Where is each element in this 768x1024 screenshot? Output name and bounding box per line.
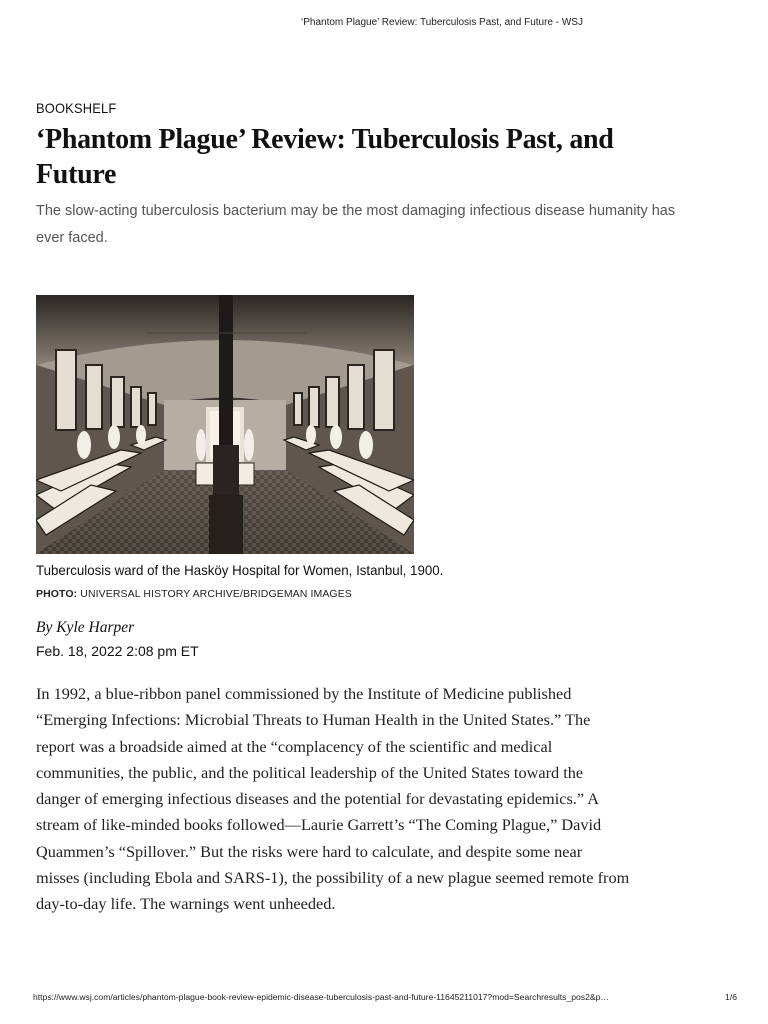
author-byline[interactable]: By Kyle Harper bbox=[36, 619, 135, 636]
article-photo bbox=[36, 295, 414, 554]
body-line: communities, the public, and the political leadership of the United States toward the bbox=[36, 762, 584, 782]
publish-date: Feb. 18, 2022 2:08 pm ET bbox=[36, 643, 199, 659]
body-line: misses (including Ebola and SARS-1), the possibility of a new plague seemed remote from bbox=[36, 868, 630, 888]
body-line: In 1992, a blue-ribbon panel commissioned by the Institute of Medicine published bbox=[36, 684, 572, 703]
body-line: day-to-day life. The warnings went unheeded. bbox=[36, 894, 336, 914]
hospital-ward-image bbox=[36, 295, 414, 554]
body-line: “Emerging Infections: Microbial Threats to Human Health in the United States.” The bbox=[36, 710, 591, 730]
article-header bbox=[36, 100, 716, 252]
headline-line: ‘Phantom Plague’ Review: Tuberculosis Past, and bbox=[36, 124, 614, 155]
print-footer-url[interactable]: https://www.wsj.com/articles/phantom-plague-book-review-epidemic-disease-tuberculosis-past-and-future-11645211017?mod=Searchresults_pos2&p… bbox=[33, 992, 609, 1002]
section-kicker[interactable]: BOOKSHELF bbox=[36, 100, 117, 116]
photo-caption: Tuberculosis ward of the Hasköy Hospital for Women, Istanbul, 1900. bbox=[36, 562, 444, 578]
photo-credit bbox=[36, 588, 352, 600]
headline-line: Future bbox=[36, 159, 117, 190]
headline bbox=[36, 122, 716, 192]
body-line: danger of emerging infectious diseases and the potential for devastating epidemics.” A bbox=[36, 789, 600, 809]
body-line: stream of like-minded books followed—Laurie Garrett’s “The Coming Plague,” David bbox=[36, 815, 602, 835]
page-indicator: 1/6 bbox=[725, 992, 737, 1002]
print-header-title: ‘Phantom Plague’ Review: Tuberculosis Past, and Future - WSJ bbox=[301, 17, 583, 28]
body-line: report was a broadside aimed at the “complacency of the scientific and medical bbox=[36, 736, 553, 756]
photo-credit-label: PHOTO: bbox=[36, 588, 78, 600]
dek-line: The slow-acting tuberculosis bacterium may be the most damaging infectious disease humanity has bbox=[36, 203, 676, 219]
photo-credit-text: UNIVERSAL HISTORY ARCHIVE/BRIDGEMAN IMAGES bbox=[80, 588, 352, 600]
article-body bbox=[36, 681, 716, 918]
body-line: Quammen’s “Spillover.” But the risks were hard to calculate, and despite some near bbox=[36, 841, 583, 861]
article-dek bbox=[36, 198, 706, 252]
dek-line: ever faced. bbox=[36, 230, 108, 246]
